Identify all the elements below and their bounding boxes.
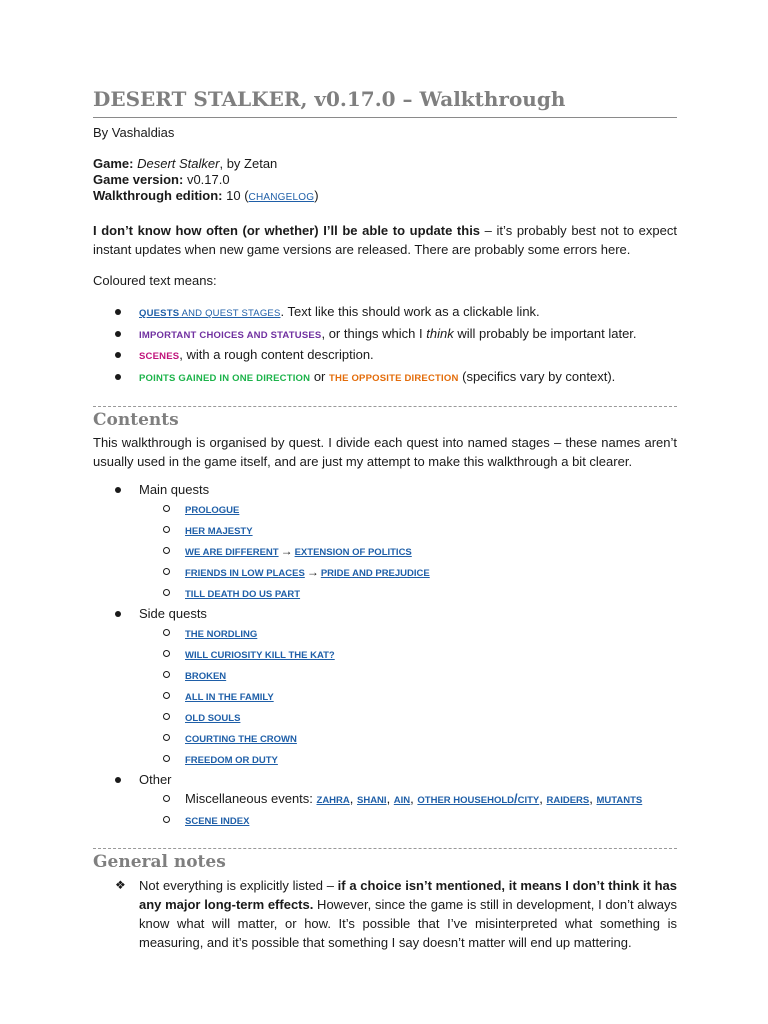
list-item bbox=[93, 686, 677, 707]
quest-stages-sample: AND QUEST STAGES bbox=[179, 308, 281, 319]
link-her-majesty[interactable]: HER MAJESTY bbox=[185, 526, 253, 537]
game-meta bbox=[93, 156, 677, 206]
quests-sample: QUESTS bbox=[139, 308, 180, 319]
slash-separator: / bbox=[514, 791, 518, 806]
list-item bbox=[93, 623, 677, 644]
list-item bbox=[93, 520, 677, 541]
page-title: DESERT STALKER, v0.17.0 – Walkthrough bbox=[93, 84, 677, 118]
warning-bold: I don’t know how often (or whether) I’ll be able to update this bbox=[93, 223, 481, 238]
list-item bbox=[93, 541, 677, 562]
edition-label: Walkthrough edition: bbox=[93, 188, 223, 203]
link-will-curiosity-kill-the-kat[interactable]: WILL CURIOSITY KILL THE KAT? bbox=[185, 650, 335, 661]
general-notes-list bbox=[93, 876, 677, 952]
game-author: , by Zetan bbox=[219, 156, 278, 171]
link-the-nordling[interactable]: THE NORDLING bbox=[185, 629, 258, 640]
general-notes-heading: General notes bbox=[93, 848, 677, 874]
document-page bbox=[93, 84, 677, 952]
game-label: Game: bbox=[93, 156, 134, 171]
version-line bbox=[93, 172, 677, 188]
link-friends-in-low-places[interactable]: FRIENDS IN LOW PLACES bbox=[185, 568, 305, 579]
choices-sample: IMPORTANT CHOICES AND STATUSES bbox=[139, 329, 322, 341]
arrow-right-icon: → bbox=[306, 565, 319, 579]
arrow-right-icon: → bbox=[280, 544, 293, 558]
other-label: Other bbox=[139, 772, 172, 787]
list-item bbox=[93, 876, 677, 952]
link-raiders[interactable]: RAIDERS bbox=[546, 795, 590, 806]
main-quests-group bbox=[93, 480, 677, 604]
contents-list bbox=[93, 480, 677, 831]
diamond-bullet-icon: ❖ bbox=[115, 878, 126, 892]
quests-sample-link[interactable] bbox=[139, 308, 281, 319]
list-item bbox=[93, 665, 677, 686]
link-we-are-different[interactable]: WE ARE DIFFERENT bbox=[185, 547, 279, 558]
list-item bbox=[93, 810, 677, 831]
key-item-quests bbox=[93, 302, 677, 324]
misc-events-label: Miscellaneous events: bbox=[185, 791, 317, 806]
list-item bbox=[93, 749, 677, 770]
colour-intro: Coloured text means: bbox=[93, 273, 217, 288]
key-item-scenes bbox=[93, 345, 677, 367]
points-positive-sample: POINTS GAINED IN ONE DIRECTION bbox=[139, 372, 311, 384]
link-pride-and-prejudice[interactable]: PRIDE AND PREJUDICE bbox=[320, 568, 430, 579]
key-scenes-desc: , with a rough content description. bbox=[179, 347, 374, 362]
version-value: v0.17.0 bbox=[186, 172, 230, 187]
points-negative-sample: THE OPPOSITE DIRECTION bbox=[329, 372, 459, 384]
author-line: By Vashaldias bbox=[93, 125, 175, 140]
link-all-in-the-family[interactable]: ALL IN THE FAMILY bbox=[185, 692, 274, 703]
note1-bold: if a choice isn’t mentioned, it means I don’t think it has any major long-term effects. bbox=[139, 878, 677, 912]
key-item-choices bbox=[93, 324, 677, 346]
list-item bbox=[93, 644, 677, 665]
side-quests-list bbox=[139, 623, 677, 770]
list-item bbox=[93, 728, 677, 749]
link-scene-index[interactable]: SCENE INDEX bbox=[185, 816, 250, 827]
key-choices-desc1: , or things which I bbox=[321, 325, 427, 341]
warning-rest: – it’s probably best not to expect instant updates when new game versions are released. There are probably some errors here. bbox=[93, 223, 677, 257]
changelog-link[interactable]: CHANGELOG bbox=[248, 192, 315, 203]
update-warning bbox=[93, 221, 677, 259]
link-prologue[interactable]: PROLOGUE bbox=[185, 505, 240, 516]
contents-heading: Contents bbox=[93, 406, 677, 432]
link-courting-the-crown[interactable]: COURTING THE CROWN bbox=[185, 734, 297, 745]
game-line bbox=[93, 156, 677, 172]
scenes-sample: SCENES bbox=[139, 351, 180, 362]
side-quests-group bbox=[93, 604, 677, 770]
link-old-souls[interactable]: OLD SOULS bbox=[185, 713, 241, 724]
key-choices-desc2: will probably be important later. bbox=[453, 325, 637, 341]
link-ain[interactable]: AIN bbox=[393, 795, 411, 806]
link-shani[interactable]: SHANI bbox=[357, 795, 387, 806]
edition-close: ) bbox=[314, 188, 319, 203]
list-item bbox=[93, 707, 677, 728]
link-zahra[interactable]: ZAHRA bbox=[316, 795, 350, 806]
key-item-points bbox=[93, 367, 677, 389]
other-list bbox=[139, 789, 677, 831]
version-label: Game version: bbox=[93, 172, 184, 187]
key-quests-desc: . Text like this should work as a clickable link. bbox=[280, 304, 540, 319]
game-title: Desert Stalker bbox=[137, 156, 220, 171]
link-extension-of-politics[interactable]: EXTENSION OF POLITICS bbox=[294, 547, 412, 558]
edition-line bbox=[93, 188, 677, 206]
key-points-or: or bbox=[310, 368, 330, 384]
main-quests-label: Main quests bbox=[139, 482, 210, 497]
link-broken[interactable]: BROKEN bbox=[185, 671, 227, 682]
key-points-desc: (specifics vary by context). bbox=[458, 368, 616, 384]
main-quests-list bbox=[139, 499, 677, 604]
note1-part-a: Not everything is explicitly listed – bbox=[139, 878, 338, 893]
side-quests-label: Side quests bbox=[139, 606, 207, 621]
list-item: Miscellaneous events: ZAHRA, SHANI, AIN, OTHER HOUSEHOLD/CITY, RAIDERS, MUTANTS bbox=[93, 789, 677, 810]
list-item bbox=[93, 583, 677, 604]
key-choices-think: think bbox=[426, 325, 454, 341]
list-item bbox=[93, 499, 677, 520]
contents-intro: This walkthrough is organised by quest. I divide each quest into named stages – these names aren’t usually used in the game itself, and are just my attempt to make this walkthrough a bit clearer. bbox=[93, 435, 677, 469]
link-city[interactable]: CITY bbox=[517, 795, 540, 806]
colour-key-list bbox=[93, 302, 677, 388]
link-mutants[interactable]: MUTANTS bbox=[596, 795, 643, 806]
list-item bbox=[93, 562, 677, 583]
link-freedom-or-duty[interactable]: FREEDOM OR DUTY bbox=[185, 755, 278, 766]
edition-value: 10 ( bbox=[226, 188, 249, 203]
other-group bbox=[93, 770, 677, 831]
link-other-household[interactable]: OTHER HOUSEHOLD bbox=[417, 795, 514, 806]
note1-part-c: However, since the game is still in development, I don’t always know what will matter, or how. It’s possible that I’ve misinterpreted what something is measuring, and it’s possible that something I say doesn’t matter will end up mattering. bbox=[139, 897, 677, 950]
link-till-death-do-us-part[interactable]: TILL DEATH DO US PART bbox=[185, 589, 301, 600]
